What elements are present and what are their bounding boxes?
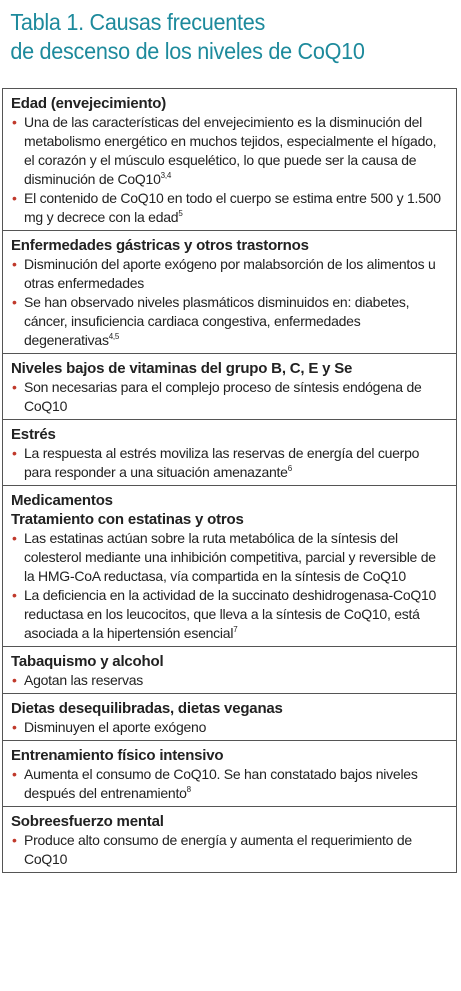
table-title-line-2: de descenso de los niveles de CoQ10 [10, 38, 365, 64]
table-title [0, 0, 433, 79]
row-heading: Tabaquismo y alcohol [11, 653, 164, 670]
bullet-text: El contenido de CoQ10 en todo el cuerpo se estima entre 500 y 1.500 mg y decrece con la edad [24, 190, 441, 225]
row-heading: Sobreesfuerzo mental [11, 813, 164, 830]
list-item [11, 765, 448, 803]
bullet-icon: • [12, 445, 17, 461]
bullet-list [11, 765, 448, 803]
bullet-icon: • [12, 190, 17, 206]
bullet-text: Las estatinas actúan sobre la ruta metabólica de la síntesis del colesterol mediante una inhibición competitiva, parcial y reversible de la HMG-CoA reductasa, vía compartida en la síntesis de CoQ10 [24, 530, 436, 584]
bullet-list [11, 444, 448, 482]
bullet-text: Disminuyen el aporte exógeno [24, 719, 207, 735]
row-heading: Niveles bajos de vitaminas del grupo B, C, E y Se [11, 360, 353, 377]
list-item [11, 113, 448, 189]
table-row [3, 230, 456, 353]
bullet-text: Una de las características del envejecimiento es la disminución del metabolismo energético en muchos tejidos, especialmente el hígado, el corazón y el músculo esquelético, lo que puede ser la causa de disminución de CoQ10 [24, 114, 437, 187]
row-heading: Entrenamiento físico intensivo [11, 747, 224, 764]
bullet-icon: • [12, 114, 17, 130]
bullet-text: La deficiencia en la actividad de la succinato deshidrogenasa-CoQ10 reductasa en los leucocitos, que lleva a la síntesis de CoQ10, está asociada a la hipertensión esencial [24, 587, 437, 641]
row-heading: Edad (envejecimiento) [11, 95, 167, 112]
table-row [3, 353, 456, 419]
bullet-icon: • [12, 587, 17, 603]
table-row [3, 419, 456, 485]
bullet-text: Aumenta el consumo de CoQ10. Se han constatado bajos niveles después del entrenamiento [24, 766, 418, 801]
table-row [3, 89, 456, 230]
bullet-text: Disminución del aporte exógeno por malabsorción de los alimentos u otras enfermedades [24, 256, 436, 291]
bullet-list [11, 718, 448, 737]
row-heading: Medicamentos [11, 492, 113, 509]
bullet-text: La respuesta al estrés moviliza las reservas de energía del cuerpo para responder a una situación amenazante [24, 445, 420, 480]
bullet-icon: • [12, 672, 17, 688]
bullet-list [11, 831, 448, 869]
bullet-list [11, 378, 448, 416]
bullet-icon: • [12, 256, 17, 272]
table-row [3, 693, 456, 740]
list-item [11, 586, 448, 643]
bullet-text: Se han observado niveles plasmáticos disminuidos en: diabetes, cáncer, insuficiencia cardiaca congestiva, enfermedades degenerativas [24, 294, 410, 348]
list-item [11, 189, 448, 227]
table-row [3, 485, 456, 646]
row-heading: Dietas desequilibradas, dietas veganas [11, 700, 283, 717]
list-item [11, 671, 448, 690]
bullet-icon: • [12, 379, 17, 395]
table-title-line-1: Tabla 1. Causas frecuentes [10, 9, 266, 35]
table-row [3, 740, 456, 806]
reference-superscript: 6 [287, 464, 292, 473]
bullet-icon: • [12, 294, 17, 310]
bullet-list [11, 529, 448, 643]
causes-table [2, 88, 457, 873]
table-row [3, 646, 456, 693]
bullet-icon: • [12, 530, 17, 546]
bullet-text: Son necesarias para el complejo proceso de síntesis endógena de CoQ10 [24, 379, 422, 414]
list-item [11, 255, 448, 293]
bullet-text: Produce alto consumo de energía y aumenta el requerimiento de CoQ10 [24, 832, 412, 867]
list-item [11, 444, 448, 482]
bullet-icon: • [12, 766, 17, 782]
row-heading: Estrés [11, 426, 56, 443]
reference-superscript: 5 [178, 209, 183, 218]
bullet-text: Agotan las reservas [24, 672, 143, 688]
list-item [11, 529, 448, 586]
list-item [11, 378, 448, 416]
bullet-list [11, 671, 448, 690]
list-item [11, 831, 448, 869]
reference-superscript: 7 [233, 625, 238, 634]
table-row [3, 806, 456, 872]
list-item [11, 718, 448, 737]
reference-superscript: 8 [186, 785, 191, 794]
row-heading: Enfermedades gástricas y otros trastornos [11, 237, 309, 254]
row-subheading: Tratamiento con estatinas y otros [11, 511, 244, 528]
bullet-icon: • [12, 832, 17, 848]
bullet-list [11, 255, 448, 350]
bullet-icon: • [12, 719, 17, 735]
reference-superscript: 3,4 [160, 171, 172, 180]
reference-superscript: 4,5 [108, 332, 120, 341]
list-item [11, 293, 448, 350]
bullet-list [11, 113, 448, 227]
